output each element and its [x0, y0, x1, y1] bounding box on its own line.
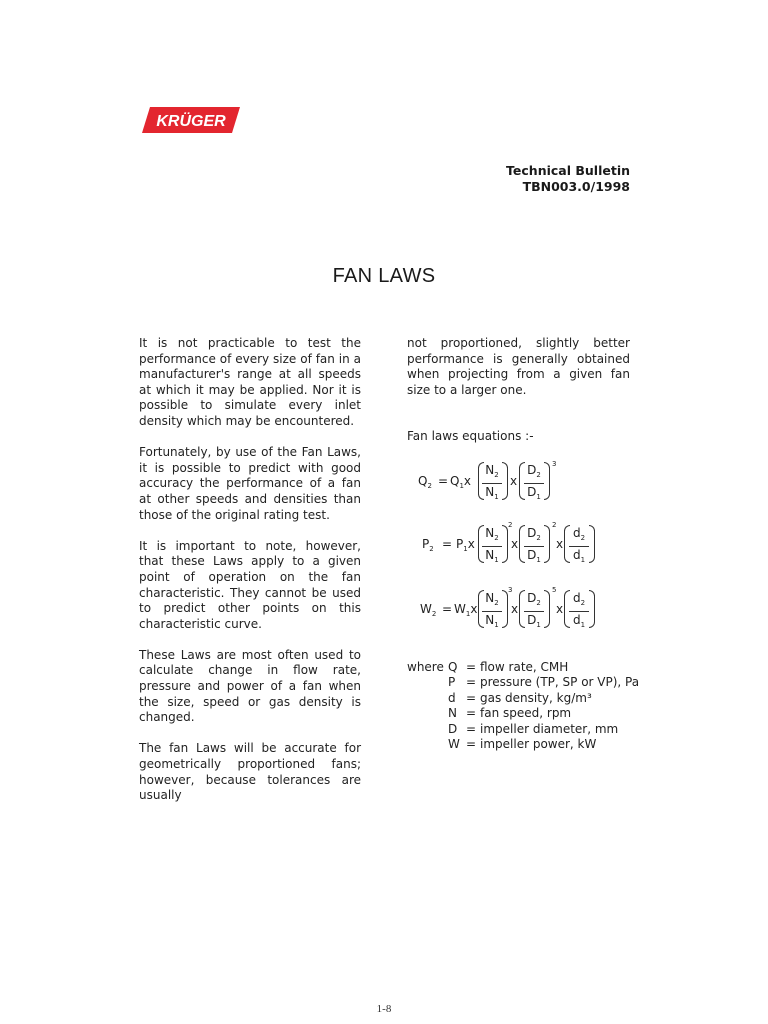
where-label: where [407, 660, 444, 674]
paragraph: not proportioned, slightly better performance is generally obtained when projecting from a given fan size to a larger one. [407, 336, 630, 397]
paragraph: It is not practicable to test the performance of every size of fan in a manufacturer's range at all speeds at which it may be applied. Nor it is possible to simulate every inlet density which may be encountered. [139, 336, 361, 428]
paragraph: These Laws are most often used to calculate change in flow rate, pressure and power of a fan when the size, speed or gas density is changed. [139, 647, 361, 725]
page-number: 1-8 [376, 1003, 392, 1015]
bulletin-header [506, 163, 630, 195]
left-column [139, 336, 361, 819]
logo-text: KRÜGER [156, 113, 226, 130]
paragraph: It is important to note, however, that these Laws apply to a given point of operation on the fan characteristic. They cannot be used to predict other points on this characteristic curve. [139, 538, 361, 631]
paragraph: The fan Laws will be accurate for geometrically proportioned fans; however, because tolerances are usually [139, 741, 361, 803]
page-title: FAN LAWS [332, 265, 436, 287]
equations-label: Fan laws equations :- [407, 429, 534, 443]
kruger-logo [142, 107, 240, 133]
paragraph: Fortunately, by use of the Fan Laws, it is possible to predict with good accuracy the performance of a fan at other speeds and densities than those of the original rating test. [139, 445, 361, 522]
bulletin-number: TBN003.0/1998 [522, 179, 630, 194]
bulletin-title: Technical Bulletin [506, 163, 630, 178]
right-column [407, 336, 630, 414]
